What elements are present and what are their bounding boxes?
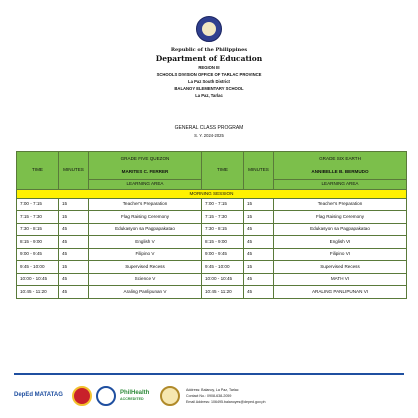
morning-session-banner: MORNING SESSION [17,190,407,199]
learning-area-cell-g6: Flag Raising Ceremony [274,211,407,224]
republic-line: Republic of the Philippines [170,47,248,53]
minutes-cell-g6: 15 [244,211,274,224]
schedule-row [17,248,407,261]
time-cell-g5: 10:00 - 10:45 [17,273,59,286]
time-cell-g5: 7:15 - 7:30 [17,211,59,224]
school-seal-logo [160,386,180,406]
schedule-row [17,236,407,249]
footer-address: Address: Balanoy, La Paz, Tarlac [186,388,239,392]
time-cell-g6: 7:15 - 7:30 [202,211,244,224]
learning-area-cell-g5: Araling Panlipunan V [89,286,202,299]
minutes-cell-g5: 45 [59,286,89,299]
learning-area-cell-g6: Edukasyon sa Pagpapakatao [274,223,407,236]
time-cell-g5: 7:30 - 8:15 [17,223,59,236]
school-name: BALANOY ELEMENTARY SCHOOL [174,86,244,91]
time-header-g5: TIME [17,152,59,190]
minutes-cell-g5: 15 [59,198,89,211]
philhealth-logo: PhilHealth [120,390,150,396]
minutes-cell-g6: 45 [244,273,274,286]
schedule-row [17,261,407,274]
learning-area-cell-g5: Filipino V [89,248,202,261]
program-title: GENERAL CLASS PROGRAM [174,125,244,131]
minutes-cell-g5: 45 [59,273,89,286]
minutes-cell-g5: 45 [59,236,89,249]
learning-area-cell-g6: Supervised Recess [274,261,407,274]
schedule-row [17,286,407,299]
deped-matatag-logo: DepEd MATATAG [14,392,63,398]
time-cell-g6: 7:30 - 8:15 [202,223,244,236]
learning-area-cell-g5: Teacher's Preparation [89,198,202,211]
time-cell-g6: 9:45 - 10:00 [202,261,244,274]
learning-area-cell-g6: Teacher's Preparation [274,198,407,211]
region-line: REGION III [198,65,220,70]
learning-area-cell-g5: Flag Raising Ceremony [89,211,202,224]
learning-area-cell-g5: English V [89,236,202,249]
schedule-row [17,223,407,236]
minutes-cell-g5: 45 [59,223,89,236]
footer-divider [14,373,404,375]
accredited-label: ACCREDITED [120,397,144,401]
time-cell-g5: 7:00 - 7:15 [17,198,59,211]
time-cell-g6: 8:15 - 9:00 [202,236,244,249]
minutes-cell-g5: 45 [59,248,89,261]
minutes-header-g6: MINUTES [244,152,274,190]
bagong-pilipinas-logo [72,386,92,406]
learning-area-cell-g5: Supervised Recess [89,261,202,274]
time-cell-g5: 10:45 - 11:20 [17,286,59,299]
time-cell-g6: 10:00 - 10:45 [202,273,244,286]
footer-contact: Contact No.: 0908-638-2059 [186,394,232,398]
footer-email: Email Address: 106495.balanoyes@deped.gov.ph [186,400,266,404]
grade-five-adviser: MARITES C. FERRER [89,166,202,179]
district-line: La Paz South District [188,79,230,84]
learning-area-cell-g6: ARALING PANLIPUNAN VI [274,286,407,299]
schedule-row [17,198,407,211]
deped-seal-logo [196,16,222,42]
department-title: Department of Education [155,54,263,63]
minutes-cell-g6: 15 [244,198,274,211]
minutes-cell-g6: 15 [244,261,274,274]
division-line: SCHOOLS DIVISION OFFICE OF TARLAC PROVINCE [156,72,262,77]
time-cell-g5: 8:15 - 9:00 [17,236,59,249]
time-cell-g6: 9:00 - 9:45 [202,248,244,261]
learning-area-header-g5: LEARNING AREA [89,179,202,190]
class-program-table [16,151,407,299]
time-cell-g5: 9:45 - 10:00 [17,261,59,274]
learning-area-cell-g6: English VI [274,236,407,249]
division-seal-logo [96,386,116,406]
grade-five-label: GRADE FIVE QUEZON [89,152,202,167]
learning-area-cell-g6: MATH VI [274,273,407,286]
time-cell-g6: 7:00 - 7:15 [202,198,244,211]
learning-area-cell-g5: Edukasyon sa Pagpapakatao [89,223,202,236]
minutes-cell-g5: 15 [59,211,89,224]
learning-area-cell-g5: Science V [89,273,202,286]
time-cell-g5: 9:00 - 9:45 [17,248,59,261]
minutes-cell-g6: 45 [244,248,274,261]
time-header-g6: TIME [202,152,244,190]
schedule-row [17,211,407,224]
time-cell-g6: 10:45 - 11:20 [202,286,244,299]
learning-area-header-g6: LEARNING AREA [274,179,407,190]
school-year: S. Y. 2024-2025 [194,133,224,138]
minutes-cell-g6: 45 [244,236,274,249]
minutes-cell-g6: 45 [244,286,274,299]
grade-six-label: GRADE SIX EARTH [274,152,407,167]
minutes-cell-g6: 45 [244,223,274,236]
school-location: La Paz, Tarlac [195,93,223,98]
learning-area-cell-g6: Filipino VI [274,248,407,261]
schedule-row [17,273,407,286]
minutes-header-g5: MINUTES [59,152,89,190]
grade-six-adviser: ANNIBELLE B. BERMUDO [274,166,407,179]
minutes-cell-g5: 15 [59,261,89,274]
